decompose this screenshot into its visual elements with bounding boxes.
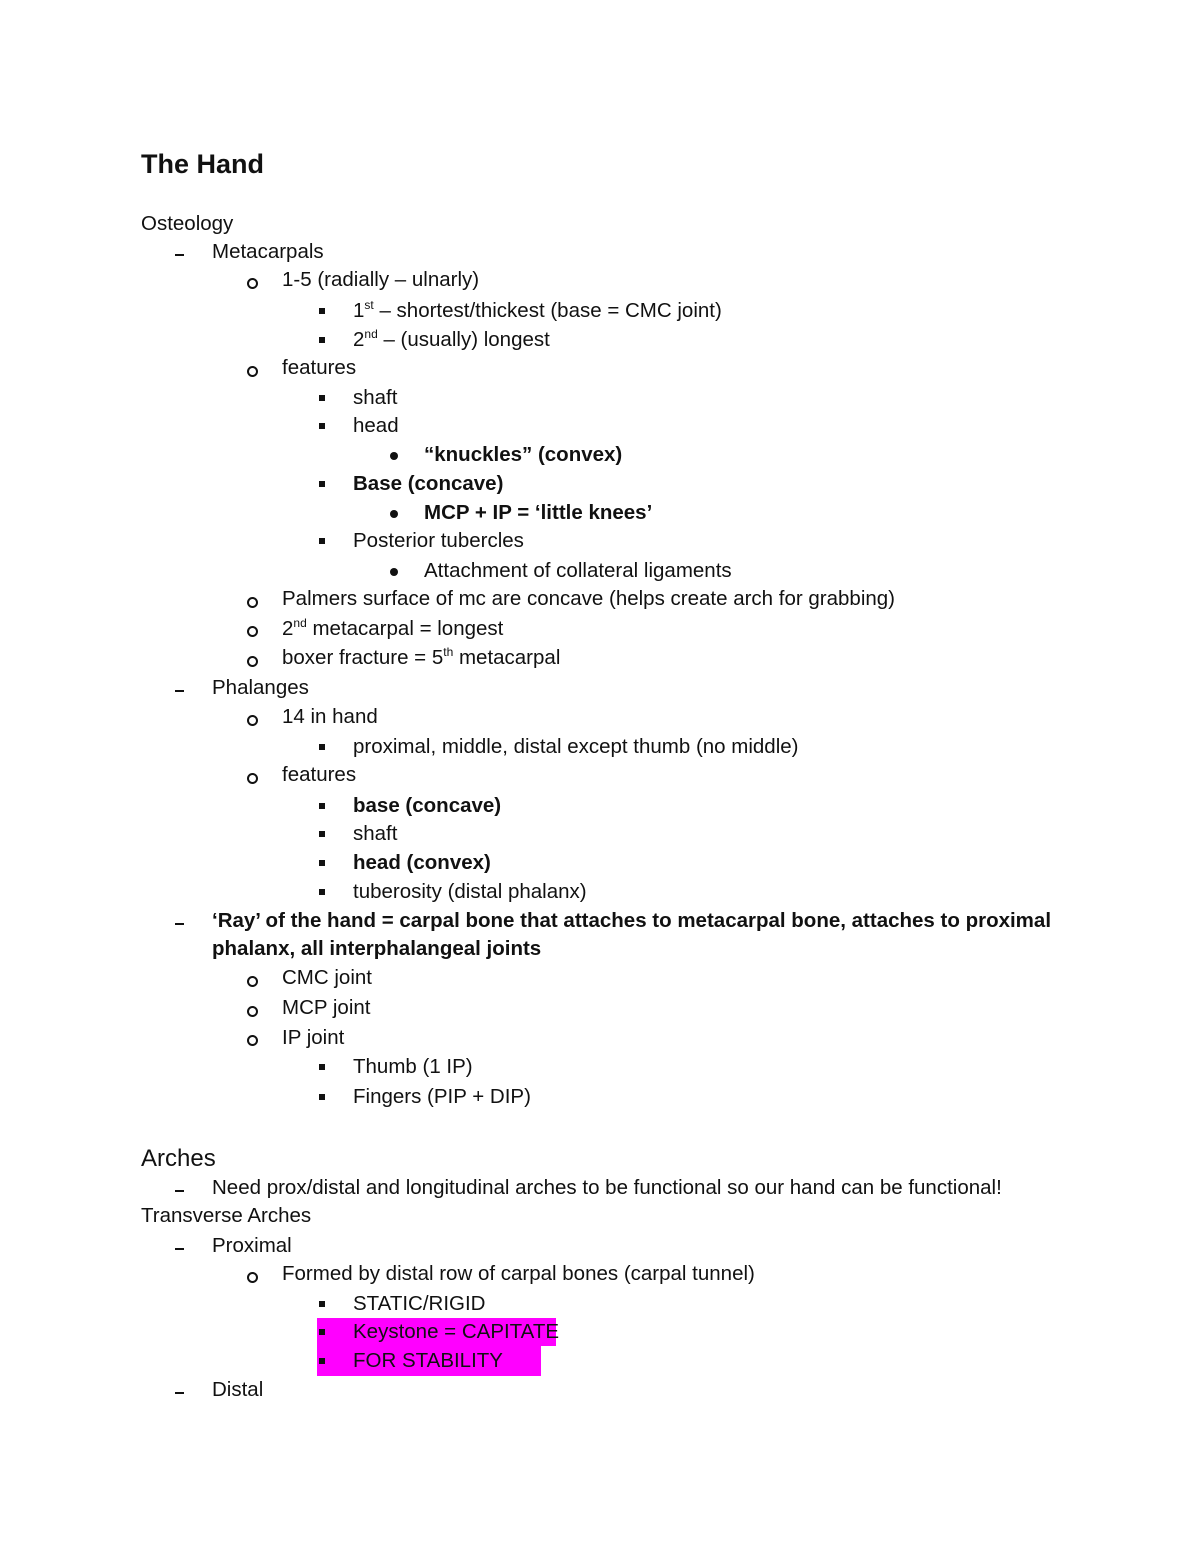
square-bullet [319,538,325,544]
phalanges-item: Phalanges [212,676,309,699]
ph-features-item: features [282,763,357,786]
square-bullet [319,860,325,866]
ip-joint-item: IP joint [282,1026,345,1049]
transverse-heading: Transverse Arches [141,1204,312,1227]
circle-bullet [247,626,258,637]
metacarpals-item: Metacarpals [212,240,324,263]
dash-bullet [175,1248,184,1250]
ph-shaft-item: shaft [353,822,398,845]
square-bullet [319,423,325,429]
distal-item: Distal [212,1378,264,1401]
stability-item: FOR STABILITY [353,1349,503,1372]
square-bullet [319,395,325,401]
mc-base-item: Base (concave) [353,472,504,495]
boxer-item: boxer fracture = 5th metacarpal [282,645,561,669]
fingers-item: Fingers (PIP + DIP) [353,1085,531,1108]
need-arches-item: Need prox/distal and longitudinal arches to be functional so our hand can be functional! [212,1176,1002,1199]
page-title: The Hand [141,149,265,179]
mc-second-item: 2nd – (usually) longest [353,327,550,351]
square-bullet [319,1329,325,1335]
knuckles-item: “knuckles” (convex) [424,443,623,466]
cmc-joint-item: CMC joint [282,966,372,989]
square-bullet [319,889,325,895]
thumb-ip-item: Thumb (1 IP) [353,1055,473,1078]
circle-bullet [247,715,258,726]
square-bullet [319,308,325,314]
dash-bullet [175,923,184,925]
circle-bullet [247,773,258,784]
ph-base-item: base (concave) [353,794,502,817]
arches-heading: Arches [141,1145,216,1172]
ph-head-item: head (convex) [353,851,491,874]
fourteen-item: 14 in hand [282,705,378,728]
mc-head-item: head [353,414,399,437]
circle-bullet [247,976,258,987]
keystone-item: Keystone = CAPITATE [353,1320,560,1343]
square-bullet [319,1358,325,1364]
circle-bullet [247,1006,258,1017]
dash-bullet [175,690,184,692]
proximal-item: Proximal [212,1234,292,1257]
square-bullet [319,337,325,343]
tuberosity-item: tuberosity (distal phalanx) [353,880,587,903]
square-bullet [319,1064,325,1070]
dot-bullet [390,452,398,460]
prox-mid-dist-item: proximal, middle, distal except thumb (no middle) [353,735,799,758]
ray-line-1: ‘Ray’ of the hand = carpal bone that attaches to metacarpal bone, attaches to proximal [212,909,1052,932]
mcp-joint-item: MCP joint [282,996,371,1019]
mc-first-item: 1st – shortest/thickest (base = CMC joint) [353,298,722,322]
ray-line-2: phalanx, all interphalangeal joints [212,937,542,960]
square-bullet [319,803,325,809]
dash-bullet [175,1190,184,1192]
circle-bullet [247,597,258,608]
osteology-heading: Osteology [141,212,234,235]
little-knees-item: MCP + IP = ‘little knees’ [424,501,653,524]
square-bullet [319,481,325,487]
square-bullet [319,1301,325,1307]
circle-bullet [247,656,258,667]
circle-bullet [247,366,258,377]
square-bullet [319,744,325,750]
mc-features-item: features [282,356,357,379]
second-mc-item: 2nd metacarpal = longest [282,616,504,640]
circle-bullet [247,1272,258,1283]
dot-bullet [390,510,398,518]
formed-by-item: Formed by distal row of carpal bones (carpal tunnel) [282,1262,755,1285]
static-rigid-item: STATIC/RIGID [353,1292,486,1315]
dash-bullet [175,254,184,256]
circle-bullet [247,278,258,289]
square-bullet [319,1094,325,1100]
dash-bullet [175,1392,184,1394]
mc-shaft-item: shaft [353,386,398,409]
palmers-item: Palmers surface of mc are concave (helps create arch for grabbing) [282,587,895,610]
circle-bullet [247,1035,258,1046]
square-bullet [319,831,325,837]
collateral-item: Attachment of collateral ligaments [424,559,732,582]
mc-range-item: 1-5 (radially – ulnarly) [282,268,480,291]
dot-bullet [390,568,398,576]
posterior-tubercles-item: Posterior tubercles [353,529,524,552]
